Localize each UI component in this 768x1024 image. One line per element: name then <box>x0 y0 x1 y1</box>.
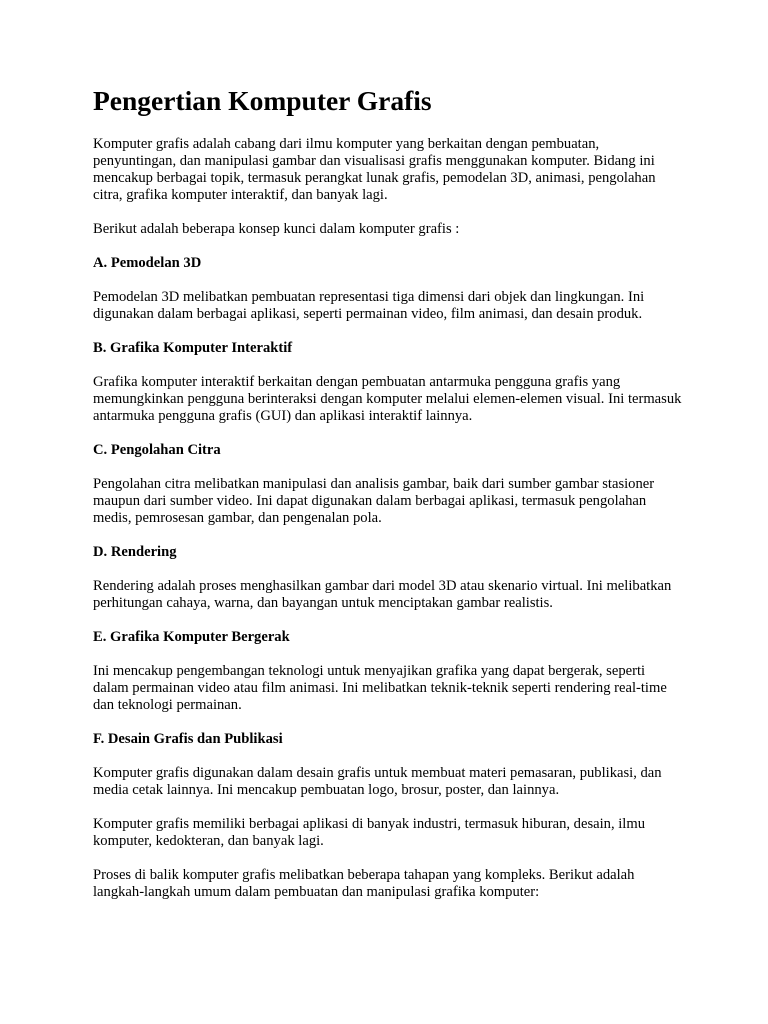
intro-paragraph: Komputer grafis adalah cabang dari ilmu komputer yang berkaitan dengan pembuatan, penyuntingan, dan manipulasi gambar dan visualisasi grafis menggunakan komputer. Bidang ini mencakup berbagai topik, termasuk perangkat lunak grafis, pemodelan 3D, animasi, pengolahan citra, grafika komputer interaktif, dan banyak lagi. <box>93 136 656 203</box>
document-body <box>93 84 683 918</box>
section-heading-grafika-interaktif: B. Grafika Komputer Interaktif <box>93 340 293 356</box>
section-heading-rendering: D. Rendering <box>93 544 177 560</box>
closing-paragraph-applications: Komputer grafis memiliki berbagai aplikasi di banyak industri, termasuk hiburan, desain, ilmu komputer, kedokteran, dan banyak lagi. <box>93 816 646 849</box>
section-text-pemodelan-3d: Pemodelan 3D melibatkan pembuatan representasi tiga dimensi dari objek dan lingkungan. Ini digunakan dalam berbagai aplikasi, seperti permainan video, film animasi, dan desain produk. <box>93 289 645 322</box>
page-title: Pengertian Komputer Grafis <box>93 85 432 116</box>
section-text-pengolahan-citra: Pengolahan citra melibatkan manipulasi dan analisis gambar, baik dari sumber gambar stasioner maupun dari sumber video. Ini dapat digunakan dalam berbagai aplikasi, termasuk pengolahan medis, pemrosesan gambar, dan pengenalan pola. <box>93 476 655 526</box>
section-text-grafika-bergerak: Ini mencakup pengembangan teknologi untuk menyajikan grafika yang dapat bergerak, seperti dalam permainan video atau film animasi. Ini melibatkan teknik-teknik seperti rendering real-time dan teknologi permainan. <box>93 663 667 713</box>
section-heading-grafika-bergerak: E. Grafika Komputer Bergerak <box>93 629 290 645</box>
section-text-grafika-interaktif: Grafika komputer interaktif berkaitan dengan pembuatan antarmuka pengguna grafis yang memungkinkan pengguna berinteraksi dengan komputer melalui elemen-elemen visual. Ini termasuk antarmuka pengguna grafis (GUI) dan aplikasi interaktif lainnya. <box>93 374 682 424</box>
section-heading-desain-grafis: F. Desain Grafis dan Publikasi <box>93 731 283 747</box>
lead-paragraph: Berikut adalah beberapa konsep kunci dalam komputer grafis : <box>93 221 460 237</box>
section-text-desain-grafis: Komputer grafis digunakan dalam desain grafis untuk membuat materi pemasaran, publikasi, dan media cetak lainnya. Ini mencakup pembuatan logo, brosur, poster, dan lainnya. <box>93 765 662 798</box>
section-heading-pengolahan-citra: C. Pengolahan Citra <box>93 442 221 458</box>
section-text-rendering: Rendering adalah proses menghasilkan gambar dari model 3D atau skenario virtual. Ini melibatkan perhitungan cahaya, warna, dan bayangan untuk menciptakan gambar realistis. <box>93 578 672 611</box>
section-heading-pemodelan-3d: A. Pemodelan 3D <box>93 255 202 271</box>
closing-paragraph-process: Proses di balik komputer grafis melibatkan beberapa tahapan yang kompleks. Berikut adalah langkah-langkah umum dalam pembuatan dan manipulasi grafika komputer: <box>93 867 635 900</box>
